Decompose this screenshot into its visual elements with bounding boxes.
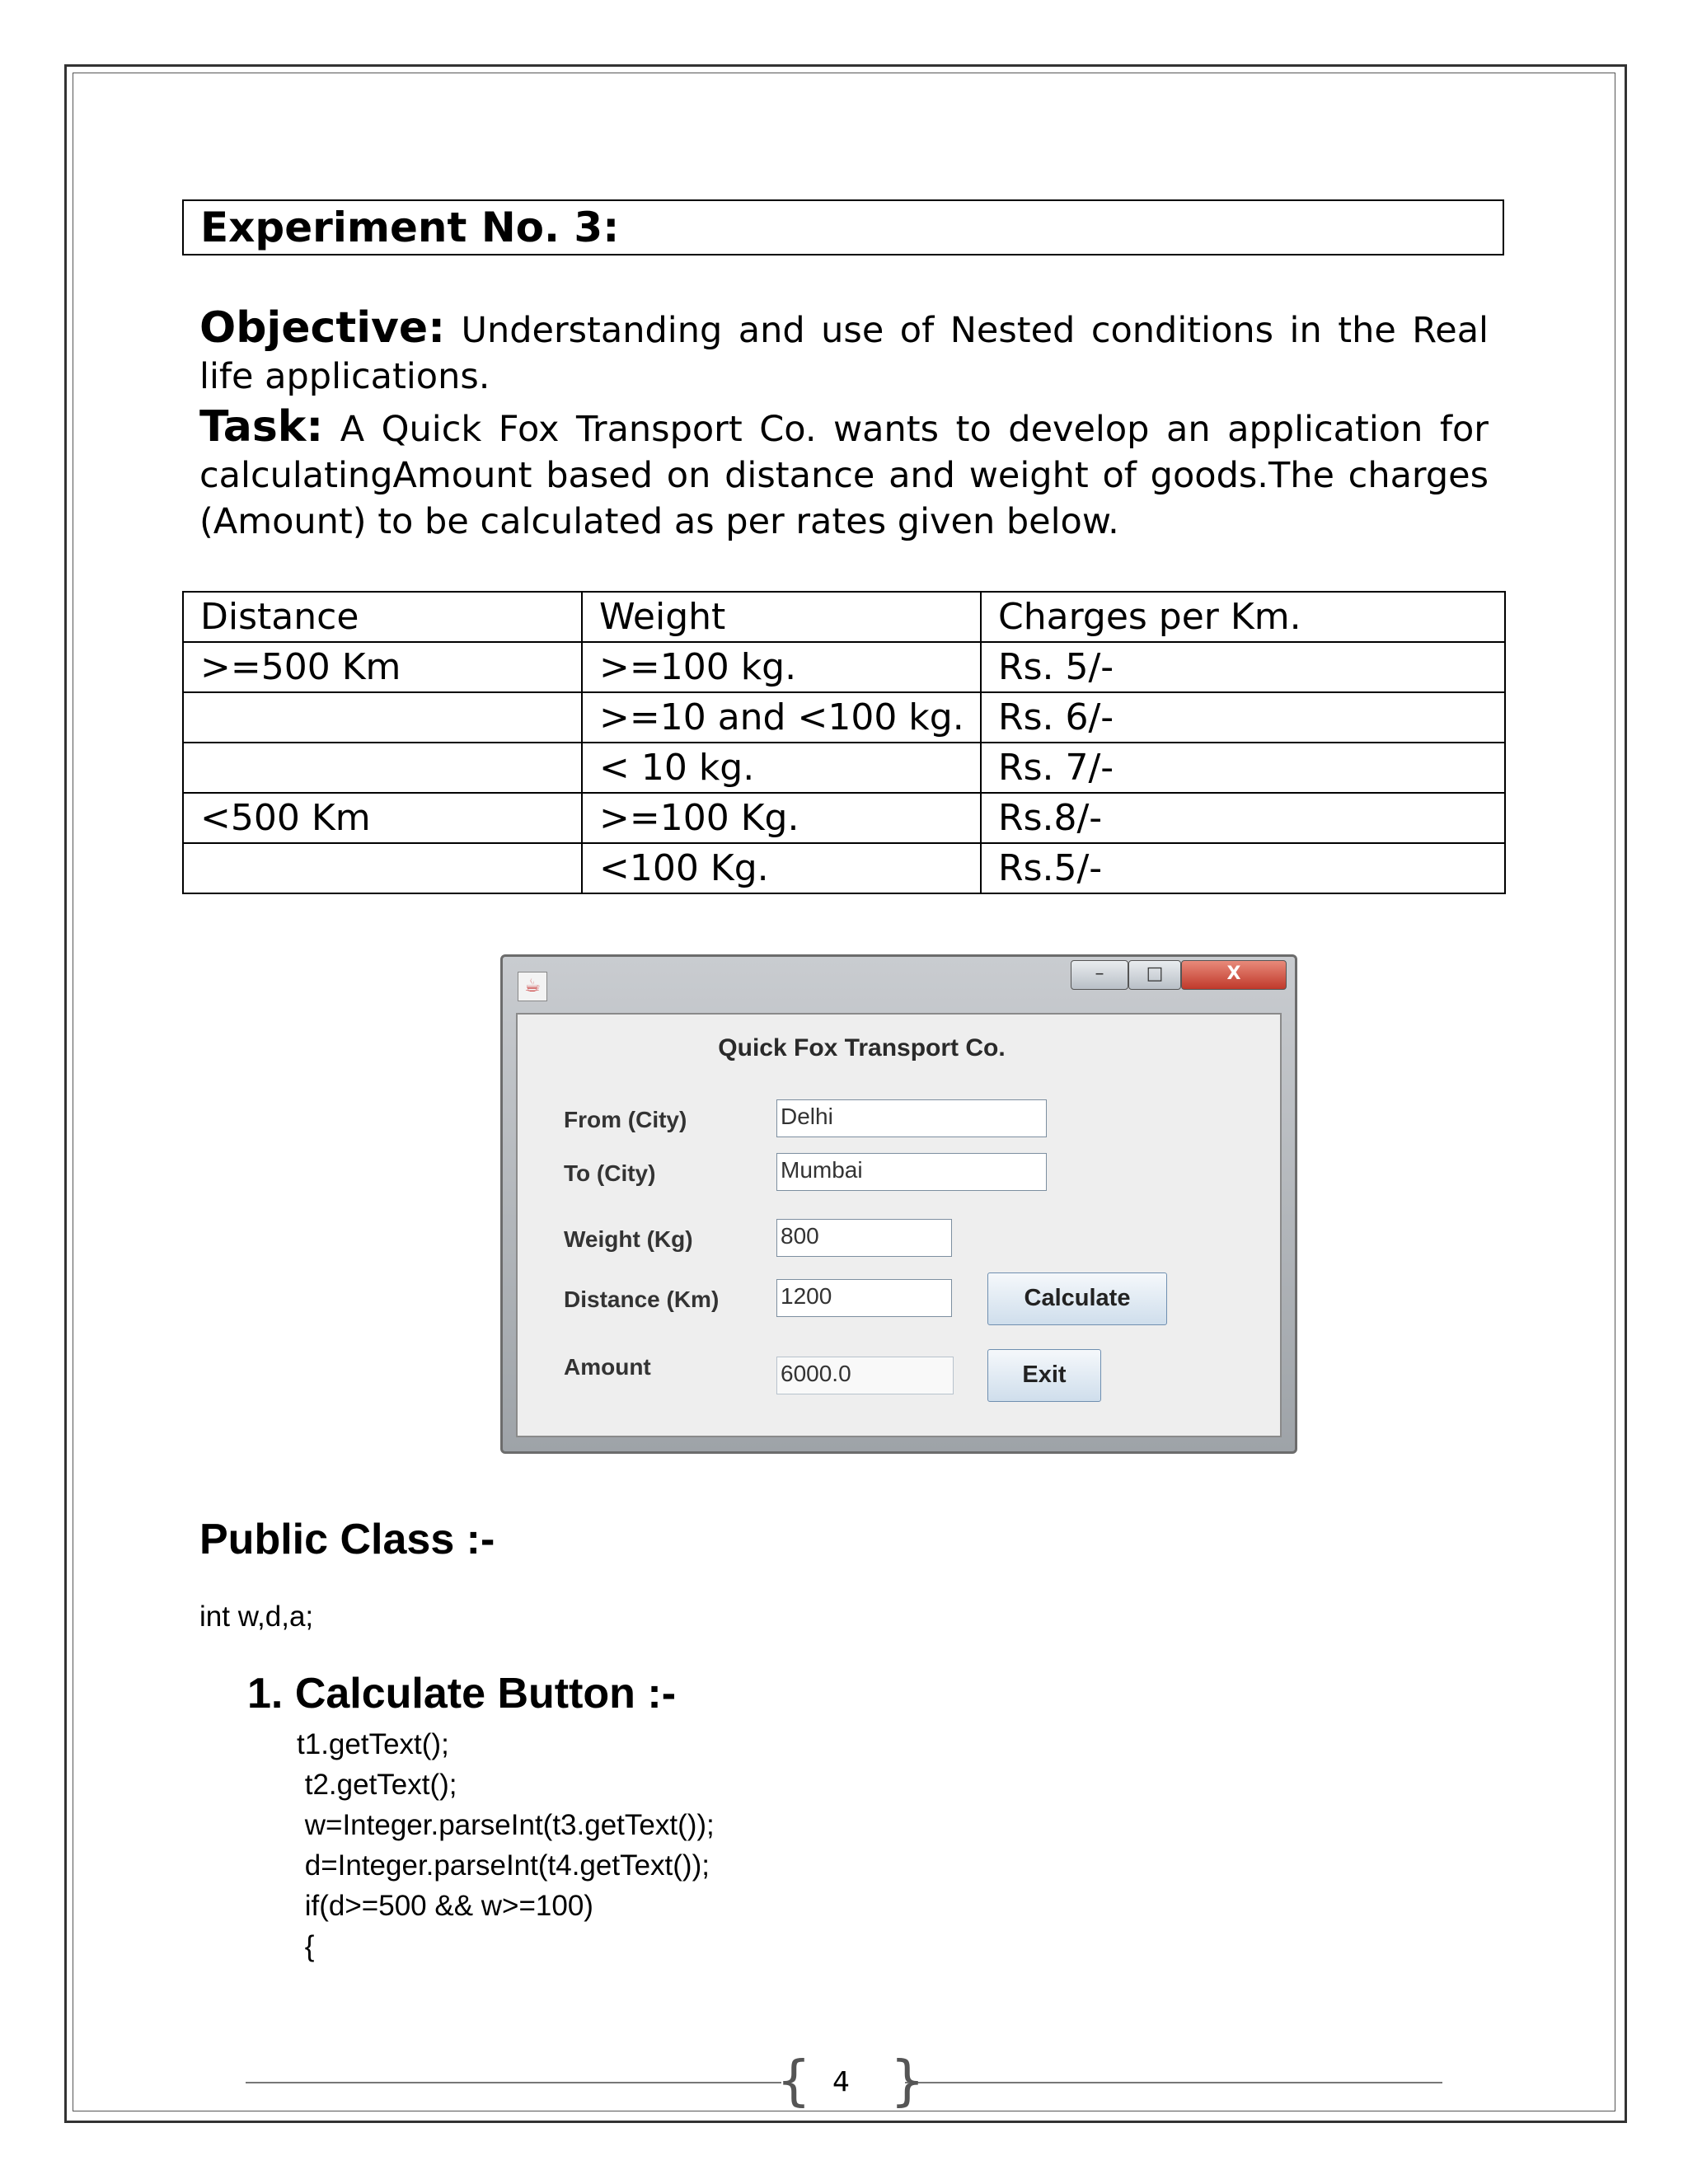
code-line: d=Integer.parseInt(t4.getText());: [297, 1849, 710, 1882]
window-content: [516, 1013, 1282, 1437]
to-city-label: To (City): [564, 1160, 656, 1186]
table-header-row: [183, 592, 1505, 642]
code-block: [297, 1724, 715, 1966]
table-row: [183, 743, 1505, 793]
table-cell: Rs.5/-: [981, 843, 1505, 893]
from-city-input[interactable]: Delhi: [776, 1099, 1047, 1137]
header-distance: Distance: [183, 592, 582, 642]
page-number: 4: [832, 2065, 850, 2097]
distance-label: Distance (Km): [564, 1286, 720, 1312]
header-weight: Weight: [582, 592, 981, 642]
form-title: Quick Fox Transport Co.: [718, 1034, 1006, 1062]
table-cell: <100 Kg.: [582, 843, 981, 893]
form-title-row: [518, 1034, 1280, 1062]
code-line: if(d>=500 && w>=100): [297, 1890, 593, 1922]
footer-right-brace: }: [890, 2049, 925, 2112]
variable-declaration: int w,d,a;: [199, 1601, 314, 1633]
weight-input[interactable]: 800: [776, 1219, 952, 1257]
to-city-input[interactable]: Mumbai: [776, 1153, 1047, 1191]
table-row: [183, 642, 1505, 692]
objective-text: Understanding and use of Nested conditions in the Real life applications.: [199, 310, 1489, 397]
minimize-button[interactable]: –: [1071, 960, 1128, 990]
table-cell: >=10 and <100 kg.: [582, 692, 981, 743]
table-row: [183, 692, 1505, 743]
task-paragraph: [199, 404, 1489, 545]
experiment-title: Experiment No. 3:: [182, 199, 1504, 255]
code-line: {: [297, 1930, 315, 1962]
table-cell: >=500 Km: [183, 642, 582, 692]
code-line: t1.getText();: [297, 1728, 449, 1760]
table-cell: >=100 Kg.: [582, 793, 981, 843]
code-line: w=Integer.parseInt(t3.getText());: [297, 1809, 715, 1841]
table-row: [183, 793, 1505, 843]
header-charges: Charges per Km.: [981, 592, 1505, 642]
table-cell: Rs.8/-: [981, 793, 1505, 843]
weight-label: Weight (Kg): [564, 1226, 693, 1252]
footer-rule-right: [905, 2082, 1442, 2083]
calculate-button[interactable]: Calculate: [987, 1272, 1167, 1325]
amount-label: Amount: [564, 1354, 651, 1380]
objective-label: Objective:: [199, 303, 445, 353]
window-controls: [1071, 960, 1285, 990]
table-cell: [183, 743, 582, 793]
table-cell: < 10 kg.: [582, 743, 981, 793]
task-text: A Quick Fox Transport Co. wants to develop an application for calculatingAmount based on distance and weight of goods.The charges (Amount) to be calculated as per rates given below.: [199, 409, 1489, 542]
calculate-button-heading: 1. Calculate Button :-: [247, 1670, 677, 1718]
table-cell: [183, 843, 582, 893]
table-row: [183, 843, 1505, 893]
table-cell: [183, 692, 582, 743]
footer-left-brace: {: [776, 2049, 811, 2112]
table-cell: Rs. 6/-: [981, 692, 1505, 743]
window-titlebar: [503, 957, 1295, 1013]
objective-paragraph: [199, 305, 1489, 400]
table-cell: >=100 kg.: [582, 642, 981, 692]
exit-button[interactable]: Exit: [987, 1349, 1101, 1402]
code-line: t2.getText();: [297, 1769, 457, 1801]
public-class-heading: Public Class :-: [199, 1516, 495, 1563]
java-cup-icon: ☕: [518, 972, 547, 1001]
task-label: Task:: [199, 402, 324, 452]
footer-rule-left: [246, 2082, 781, 2083]
maximize-button[interactable]: □: [1128, 960, 1181, 990]
close-button[interactable]: X: [1181, 960, 1287, 990]
app-window-screenshot: [500, 954, 1297, 1454]
rates-table: [182, 591, 1506, 894]
distance-input[interactable]: 1200: [776, 1279, 952, 1317]
table-cell: Rs. 7/-: [981, 743, 1505, 793]
table-cell: <500 Km: [183, 793, 582, 843]
table-cell: Rs. 5/-: [981, 642, 1505, 692]
amount-output: 6000.0: [776, 1357, 954, 1394]
from-city-label: From (City): [564, 1107, 687, 1132]
